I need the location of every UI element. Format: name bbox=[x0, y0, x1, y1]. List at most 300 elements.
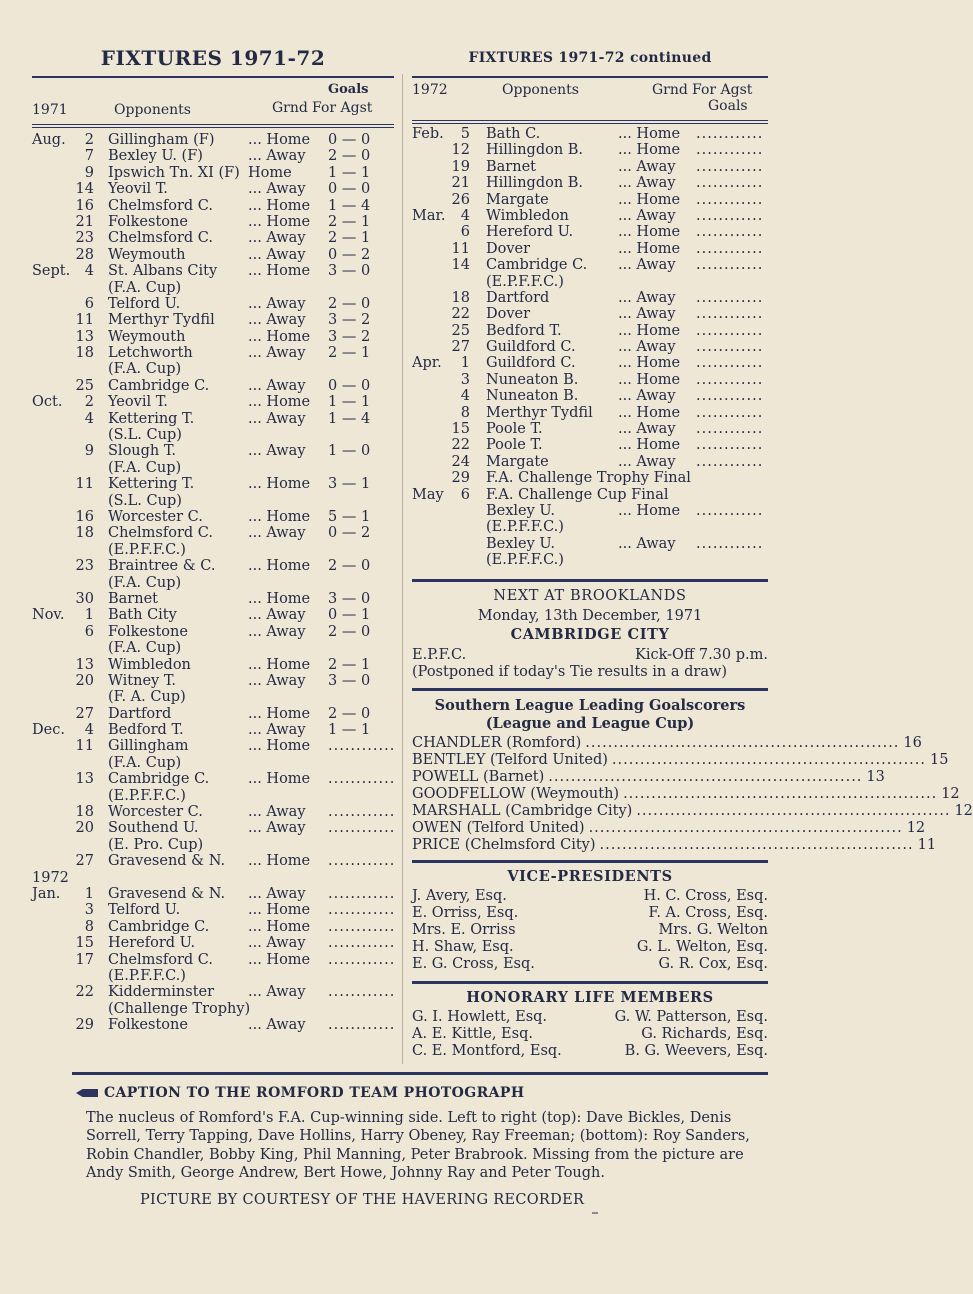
fixture-ground: ... Away bbox=[618, 289, 676, 306]
fixture-ground: ... Home bbox=[618, 437, 681, 454]
fixture-ground: ... Away bbox=[248, 885, 306, 902]
fixture-day: 29 bbox=[75, 1017, 94, 1034]
fixture-day: 4 bbox=[84, 410, 94, 427]
fixture-score: ............ bbox=[696, 257, 764, 274]
fixture-opponent: Merthyr Tydfil bbox=[486, 404, 593, 421]
fixtures-title: FIXTURES 1971-72 bbox=[100, 46, 326, 70]
fixture-ground: ... Home bbox=[618, 502, 681, 519]
vice-president-left: Mrs. E. Orriss bbox=[412, 921, 516, 938]
fixture-competition bbox=[32, 542, 394, 558]
fixture-day: 22 bbox=[451, 437, 470, 454]
honorary-member-row bbox=[412, 1043, 768, 1060]
fixture-ground: ... Away bbox=[248, 312, 306, 329]
fixture-row bbox=[32, 214, 394, 230]
competition-label: (E.P.F.F.C.) bbox=[486, 273, 564, 290]
fixture-opponent: Dover bbox=[486, 240, 531, 257]
goalscorer-name: POWELL (Barnet) bbox=[412, 768, 545, 785]
opponents-header: Opponents bbox=[502, 82, 579, 98]
fixture-opponent: Poole T. bbox=[486, 437, 543, 454]
fixture-day: 11 bbox=[75, 738, 94, 755]
fixture-day: 13 bbox=[75, 328, 94, 345]
honorary-member-right: G. W. Patterson, Esq. bbox=[614, 1008, 768, 1025]
fixture-ground: ... Away bbox=[618, 421, 676, 438]
for-against-header: For Agst bbox=[312, 100, 373, 116]
fixture-opponent: Telford U. bbox=[108, 295, 181, 312]
fixture-day: 28 bbox=[75, 246, 94, 263]
fixture-day: 21 bbox=[451, 175, 470, 192]
competition-label: (E.P.F.F.C.) bbox=[486, 519, 564, 536]
fixture-score: ............ bbox=[696, 371, 764, 388]
photo-credit: PICTURE BY COURTESY OF THE HAVERING RECORDER bbox=[140, 1191, 585, 1208]
goalscorer-goals: 16 bbox=[903, 734, 922, 751]
fixture-day: 26 bbox=[451, 191, 470, 208]
fixture-day: 4 bbox=[84, 722, 94, 739]
goalscorer-row bbox=[412, 751, 949, 769]
fixture-ground: ... Away bbox=[248, 1017, 306, 1034]
fixture-ground: ... Away bbox=[248, 443, 306, 460]
fixture-score: 3 — 2 bbox=[328, 312, 371, 329]
goalscorer-name: CHANDLER (Romford) bbox=[412, 734, 582, 751]
vice-president-right: H. C. Cross, Esq. bbox=[643, 887, 768, 904]
fixture-score: 2 — 0 bbox=[328, 705, 371, 722]
fixture-day: 14 bbox=[451, 257, 470, 274]
fixture-row bbox=[412, 454, 768, 470]
vice-president-row bbox=[412, 956, 768, 973]
print-mark bbox=[592, 1212, 598, 1214]
fixture-ground: ... Away bbox=[248, 804, 306, 821]
fixture-row bbox=[32, 329, 394, 345]
year-header: 1972 bbox=[412, 82, 448, 98]
fixture-day: 13 bbox=[75, 656, 94, 673]
fixture-competition bbox=[32, 427, 394, 443]
fixture-score: 2 — 1 bbox=[328, 213, 371, 230]
fixtures-continued-title: FIXTURES 1971-72 continued bbox=[468, 50, 712, 66]
fixture-score: 1 — 0 bbox=[328, 443, 371, 460]
fixture-opponent: Barnet bbox=[486, 158, 536, 175]
fixture-ground: ... Home bbox=[618, 224, 681, 241]
fixture-score: ............ bbox=[696, 207, 764, 224]
fixture-month: May bbox=[412, 486, 444, 503]
fixture-opponent: Chelmsford C. bbox=[108, 197, 213, 214]
fixture-day: 7 bbox=[84, 148, 94, 165]
honorary-member-right: G. Richards, Esq. bbox=[641, 1025, 768, 1042]
fixture-ground: ... Home bbox=[248, 328, 311, 345]
fixture-opponent: Hillingdon B. bbox=[486, 142, 584, 159]
fixture-ground: ... Home bbox=[248, 951, 311, 968]
fixture-day: 20 bbox=[75, 672, 94, 689]
fixture-month: Aug. bbox=[32, 132, 66, 148]
fixture-score: 1 — 1 bbox=[328, 722, 371, 739]
honorary-member-left: C. E. Montford, Esq. bbox=[412, 1042, 562, 1059]
fixture-score: ............ bbox=[328, 738, 396, 755]
fixture-competition bbox=[412, 519, 768, 535]
fixture-day: 18 bbox=[75, 804, 94, 821]
honorary-member-row bbox=[412, 1009, 768, 1026]
fixture-opponent: Bexley U. (F) bbox=[108, 148, 203, 165]
goalscorer-name: GOODFELLOW (Weymouth) bbox=[412, 785, 620, 802]
fixture-score: 0 — 2 bbox=[328, 246, 371, 263]
fixture-row bbox=[32, 443, 394, 459]
opponents-header: Opponents bbox=[114, 102, 191, 118]
fixture-ground: ... Away bbox=[248, 148, 306, 165]
dot-leader: ........................................................ bbox=[611, 751, 927, 768]
fixture-ground: ... Home bbox=[248, 902, 311, 919]
fixture-row bbox=[32, 509, 394, 525]
fixture-score: ............ bbox=[696, 126, 764, 142]
competition-label: (F.A. Cup) bbox=[108, 279, 182, 296]
for-against-header: For Agst bbox=[692, 82, 753, 98]
fixture-ground: ... Home bbox=[618, 355, 681, 372]
fixture-opponent: Dartford bbox=[108, 705, 172, 722]
goalscorer-name: BENTLEY (Telford United) bbox=[412, 751, 608, 768]
fixture-row bbox=[412, 503, 768, 519]
goalscorer-row bbox=[412, 785, 960, 803]
fixture-score: ............ bbox=[696, 158, 764, 175]
fixture-ground: ... Away bbox=[618, 257, 676, 274]
fixture-opponent: Hereford U. bbox=[108, 935, 196, 952]
fixture-opponent: Nuneaton B. bbox=[486, 371, 579, 388]
fixture-ground: ... Home bbox=[248, 197, 311, 214]
fixture-score: ............ bbox=[696, 175, 764, 192]
goalscorer-row bbox=[412, 819, 926, 837]
goalscorer-row bbox=[412, 836, 937, 854]
fixture-row bbox=[32, 1017, 394, 1033]
fixture-day: 3 bbox=[460, 371, 470, 388]
fixture-row bbox=[32, 607, 394, 623]
fixture-opponent: Margate bbox=[486, 453, 549, 470]
fixture-opponent: Barnet bbox=[108, 590, 158, 607]
vice-president-left: J. Avery, Esq. bbox=[412, 887, 507, 904]
fixture-row bbox=[32, 804, 394, 820]
ground-header: Grnd bbox=[272, 100, 308, 116]
fixture-opponent: Bedford T. bbox=[486, 322, 562, 339]
fixture-row bbox=[32, 394, 394, 410]
fixture-list bbox=[32, 132, 394, 1033]
fixture-ground: Home bbox=[248, 164, 292, 181]
fixture-day: 21 bbox=[75, 213, 94, 230]
vice-president-left: E. Orriss, Esq. bbox=[412, 904, 519, 921]
fixture-competition bbox=[32, 361, 394, 377]
fixture-day: 6 bbox=[460, 224, 470, 241]
fixture-ground: ... Away bbox=[618, 175, 676, 192]
fixture-day: 27 bbox=[75, 705, 94, 722]
fixture-opponent: F.A. Challenge Cup Final bbox=[486, 486, 669, 503]
fixture-opponent: Dover bbox=[486, 306, 531, 323]
fixture-row bbox=[412, 126, 768, 142]
competition-label: (F.A. Cup) bbox=[108, 574, 182, 591]
fixture-opponent: Gillingham bbox=[108, 738, 189, 755]
fixture-opponent: Worcester C. bbox=[108, 508, 203, 525]
fixture-row bbox=[412, 372, 768, 388]
fixture-opponent: Cambridge C. bbox=[108, 771, 210, 788]
fixture-row bbox=[32, 525, 394, 541]
vice-president-right: F. A. Cross, Esq. bbox=[648, 904, 768, 921]
fixture-ground: ... Home bbox=[618, 404, 681, 421]
fixture-opponent: Letchworth bbox=[108, 345, 193, 362]
fixture-ground: ... Home bbox=[248, 558, 311, 575]
vice-president-row bbox=[412, 922, 768, 939]
fixture-day: 4 bbox=[84, 263, 94, 280]
fixture-row bbox=[32, 722, 394, 738]
competition-label: (F. A. Cup) bbox=[108, 689, 186, 706]
fixture-day: 8 bbox=[460, 404, 470, 421]
fixture-score: 2 — 0 bbox=[328, 558, 371, 575]
fixture-row bbox=[32, 165, 394, 181]
fixture-ground: ... Away bbox=[248, 672, 306, 689]
fixture-opponent: Gillingham (F) bbox=[108, 132, 215, 148]
goalscorer-goals: 12 bbox=[941, 785, 960, 802]
fixture-ground: ... Away bbox=[248, 377, 306, 394]
goalscorer-name: MARSHALL (Cambridge City) bbox=[412, 802, 633, 819]
fixture-day: 4 bbox=[460, 388, 470, 405]
fixture-day: 9 bbox=[84, 164, 94, 181]
fixture-day: 1 bbox=[460, 355, 470, 372]
fixture-row bbox=[32, 952, 394, 968]
fixture-score: 3 — 1 bbox=[328, 476, 371, 493]
fixture-competition bbox=[32, 493, 394, 509]
vice-president-right: Mrs. G. Welton bbox=[658, 921, 768, 938]
fixture-row bbox=[32, 378, 394, 394]
fixture-row bbox=[412, 224, 768, 240]
fixture-opponent: Slough T. bbox=[108, 443, 177, 460]
fixture-competition bbox=[32, 837, 394, 853]
fixture-row bbox=[412, 487, 768, 503]
competition-label: (Challenge Trophy) bbox=[108, 1000, 251, 1017]
fixture-ground: ... Home bbox=[248, 508, 311, 525]
competition-label: (F.A. Cup) bbox=[108, 754, 182, 771]
competition-label: (E.P.F.F.C.) bbox=[108, 787, 186, 804]
goalscorers-heading: Southern League Leading Goalscorers bbox=[434, 696, 746, 714]
fixture-row bbox=[32, 624, 394, 640]
fixture-ground: ... Home bbox=[618, 240, 681, 257]
fixture-ground: ... Home bbox=[248, 771, 311, 788]
fixture-opponent: Hillingdon B. bbox=[486, 175, 584, 192]
goalscorers-box bbox=[412, 696, 973, 854]
fixture-ground: ... Away bbox=[248, 525, 306, 542]
fixture-opponent: Weymouth bbox=[108, 246, 186, 263]
fixture-opponent: Bath C. bbox=[486, 126, 541, 142]
fixture-row bbox=[32, 198, 394, 214]
fixture-day: 15 bbox=[451, 421, 470, 438]
fixture-score: ............ bbox=[696, 191, 764, 208]
fixture-score: ............ bbox=[696, 339, 764, 356]
fixture-day: 4 bbox=[460, 207, 470, 224]
fixture-row bbox=[32, 935, 394, 951]
fixture-row bbox=[412, 470, 768, 486]
fixture-score: 3 — 0 bbox=[328, 672, 371, 689]
fixture-row bbox=[32, 657, 394, 673]
fixture-row bbox=[412, 175, 768, 191]
goalscorer-row bbox=[412, 768, 885, 786]
fixture-score: ............ bbox=[328, 984, 396, 1001]
fixture-score: ............ bbox=[328, 820, 396, 837]
fixture-row bbox=[412, 208, 768, 224]
fixture-day: 17 bbox=[75, 951, 94, 968]
fixture-opponent: Dartford bbox=[486, 289, 550, 306]
fixture-day: 19 bbox=[451, 158, 470, 175]
fixture-ground: ... Away bbox=[248, 607, 306, 624]
fixture-day: 13 bbox=[75, 771, 94, 788]
competition-label: (E. Pro. Cup) bbox=[108, 836, 204, 853]
fixture-ground: ... Away bbox=[618, 535, 676, 552]
goalscorer-goals: 15 bbox=[930, 751, 949, 768]
goalscorer-name: PRICE (Chelmsford City) bbox=[412, 836, 596, 853]
fixture-day: 9 bbox=[84, 443, 94, 460]
fixture-opponent: Gravesend & N. bbox=[108, 853, 226, 870]
fixture-month: Sept. bbox=[32, 263, 71, 280]
fixture-score: ............ bbox=[696, 502, 764, 519]
fixture-row bbox=[32, 558, 394, 574]
fixture-row bbox=[32, 738, 394, 754]
fixture-ground: ... Away bbox=[618, 388, 676, 405]
fixture-day: 12 bbox=[451, 142, 470, 159]
next-opponent: CAMBRIDGE CITY bbox=[510, 625, 670, 643]
competition-label: (F.A. Cup) bbox=[108, 459, 182, 476]
fixture-score: 0 — 1 bbox=[328, 607, 371, 624]
fixture-day: 8 bbox=[84, 918, 94, 935]
fixture-opponent: Witney T. bbox=[108, 672, 176, 689]
fixture-opponent: Merthyr Tydfil bbox=[108, 312, 215, 329]
fixture-competition bbox=[412, 274, 768, 290]
fixture-opponent: Southend U. bbox=[108, 820, 199, 837]
fixture-opponent: St. Albans City bbox=[108, 263, 218, 280]
fixture-score: 0 — 0 bbox=[328, 377, 371, 394]
fixture-score: ............ bbox=[696, 142, 764, 159]
honorary-member-row bbox=[412, 1026, 768, 1043]
dot-leader: ........................................................ bbox=[599, 836, 914, 853]
dot-leader: ........................................................ bbox=[636, 802, 951, 819]
fixture-row bbox=[32, 706, 394, 722]
vice-president-row bbox=[412, 888, 768, 905]
fixture-month: Oct. bbox=[32, 394, 63, 411]
fixture-row bbox=[412, 257, 768, 273]
fixture-score: 2 — 0 bbox=[328, 295, 371, 312]
fixture-ground: ... Home bbox=[248, 476, 311, 493]
fixture-opponent: Bath City bbox=[108, 607, 177, 624]
goalscorer-name: OWEN (Telford United) bbox=[412, 819, 585, 836]
dot-leader: ........................................................ bbox=[588, 819, 903, 836]
competition-label: (F.A. Cup) bbox=[108, 361, 182, 378]
competition-label: (S.L. Cup) bbox=[108, 492, 182, 509]
fixture-opponent: Folkestone bbox=[108, 623, 188, 640]
fixture-opponent: Cambridge C. bbox=[108, 377, 210, 394]
fixture-competition bbox=[32, 689, 394, 705]
fixture-list-continued bbox=[412, 126, 768, 569]
fixture-score: 1 — 4 bbox=[328, 410, 371, 427]
fixture-ground: ... Home bbox=[248, 263, 311, 280]
fixture-opponent: Chelmsford C. bbox=[108, 951, 213, 968]
fixture-opponent: Bexley U. bbox=[486, 535, 555, 552]
honorary-list bbox=[412, 1009, 768, 1060]
fixture-row bbox=[32, 771, 394, 787]
fixture-month: Mar. bbox=[412, 207, 446, 224]
fixture-opponent: Telford U. bbox=[108, 902, 181, 919]
fixture-row bbox=[32, 132, 394, 148]
fixture-score: ............ bbox=[696, 289, 764, 306]
fixture-row bbox=[32, 296, 394, 312]
fixture-ground: ... Home bbox=[248, 738, 311, 755]
dot-leader: ........................................................ bbox=[548, 768, 863, 785]
fixture-score: ............ bbox=[328, 1017, 396, 1034]
fixture-score: 2 — 0 bbox=[328, 148, 371, 165]
fixture-ground: ... Away bbox=[248, 345, 306, 362]
fixture-score: ............ bbox=[328, 804, 396, 821]
fixture-ground: ... Away bbox=[248, 984, 306, 1001]
fixture-competition bbox=[32, 575, 394, 591]
fixture-ground: ... Home bbox=[248, 705, 311, 722]
fixture-row bbox=[412, 192, 768, 208]
fixture-day: 15 bbox=[75, 935, 94, 952]
fixture-day: 1 bbox=[84, 607, 94, 624]
goals-header: Goals bbox=[708, 98, 748, 114]
fixture-ground: ... Away bbox=[248, 246, 306, 263]
fixture-month: Feb. bbox=[412, 126, 444, 142]
fixture-day: 22 bbox=[451, 306, 470, 323]
fixture-ground: ... Home bbox=[248, 213, 311, 230]
fixture-ground: ... Away bbox=[248, 935, 306, 952]
fixture-day: 2 bbox=[84, 132, 94, 148]
fixture-score: 2 — 0 bbox=[328, 623, 371, 640]
fixture-opponent: Bexley U. bbox=[486, 502, 555, 519]
dot-leader: ........................................................ bbox=[585, 734, 900, 751]
fixture-score: 3 — 2 bbox=[328, 328, 371, 345]
next-match-box bbox=[412, 588, 768, 680]
fixture-opponent: Chelmsford C. bbox=[108, 230, 213, 247]
honorary-heading: HONORARY LIFE MEMBERS bbox=[466, 988, 714, 1006]
fixture-score: 2 — 1 bbox=[328, 345, 371, 362]
fixture-opponent: Folkestone bbox=[108, 213, 188, 230]
fixture-day: 25 bbox=[451, 322, 470, 339]
year-header: 1971 bbox=[32, 102, 68, 118]
honorary-member-right: B. G. Weevers, Esq. bbox=[624, 1042, 768, 1059]
vice-president-left: H. Shaw, Esq. bbox=[412, 938, 514, 955]
fixture-day: 3 bbox=[84, 902, 94, 919]
fixture-ground: ... Away bbox=[618, 453, 676, 470]
fixture-competition bbox=[32, 460, 394, 476]
fixture-opponent: Bedford T. bbox=[108, 722, 184, 739]
fixture-ground: ... Home bbox=[248, 853, 311, 870]
fixture-ground: ... Away bbox=[248, 820, 306, 837]
fixture-ground: ... Away bbox=[248, 410, 306, 427]
fixture-opponent: Folkestone bbox=[108, 1017, 188, 1034]
fixture-row bbox=[32, 919, 394, 935]
fixture-month: Nov. bbox=[32, 607, 65, 624]
fixture-row bbox=[32, 312, 394, 328]
vice-presidents-box bbox=[412, 868, 768, 973]
fixture-ground: ... Home bbox=[248, 656, 311, 673]
fixture-row bbox=[32, 902, 394, 918]
fixture-opponent: Worcester C. bbox=[108, 804, 203, 821]
fixture-score: ............ bbox=[696, 322, 764, 339]
fixture-competition bbox=[32, 968, 394, 984]
fixture-ground: ... Home bbox=[618, 191, 681, 208]
fixture-row bbox=[32, 345, 394, 361]
fixture-opponent: Wimbledon bbox=[486, 207, 569, 224]
competition-label: (S.L. Cup) bbox=[108, 427, 182, 444]
fixture-month: Dec. bbox=[32, 722, 65, 739]
fixture-day: 22 bbox=[75, 984, 94, 1001]
fixture-row bbox=[32, 263, 394, 279]
fixture-opponent: Nuneaton B. bbox=[486, 388, 579, 405]
fixture-opponent: Cambridge C. bbox=[108, 918, 210, 935]
fixture-day: 11 bbox=[75, 312, 94, 329]
fixture-score: 2 — 1 bbox=[328, 230, 371, 247]
column-divider bbox=[402, 74, 403, 1064]
fixture-month: Apr. bbox=[412, 355, 442, 372]
fixture-row bbox=[412, 241, 768, 257]
fixture-competition bbox=[32, 1001, 394, 1017]
fixture-score: 0 — 0 bbox=[328, 181, 371, 198]
